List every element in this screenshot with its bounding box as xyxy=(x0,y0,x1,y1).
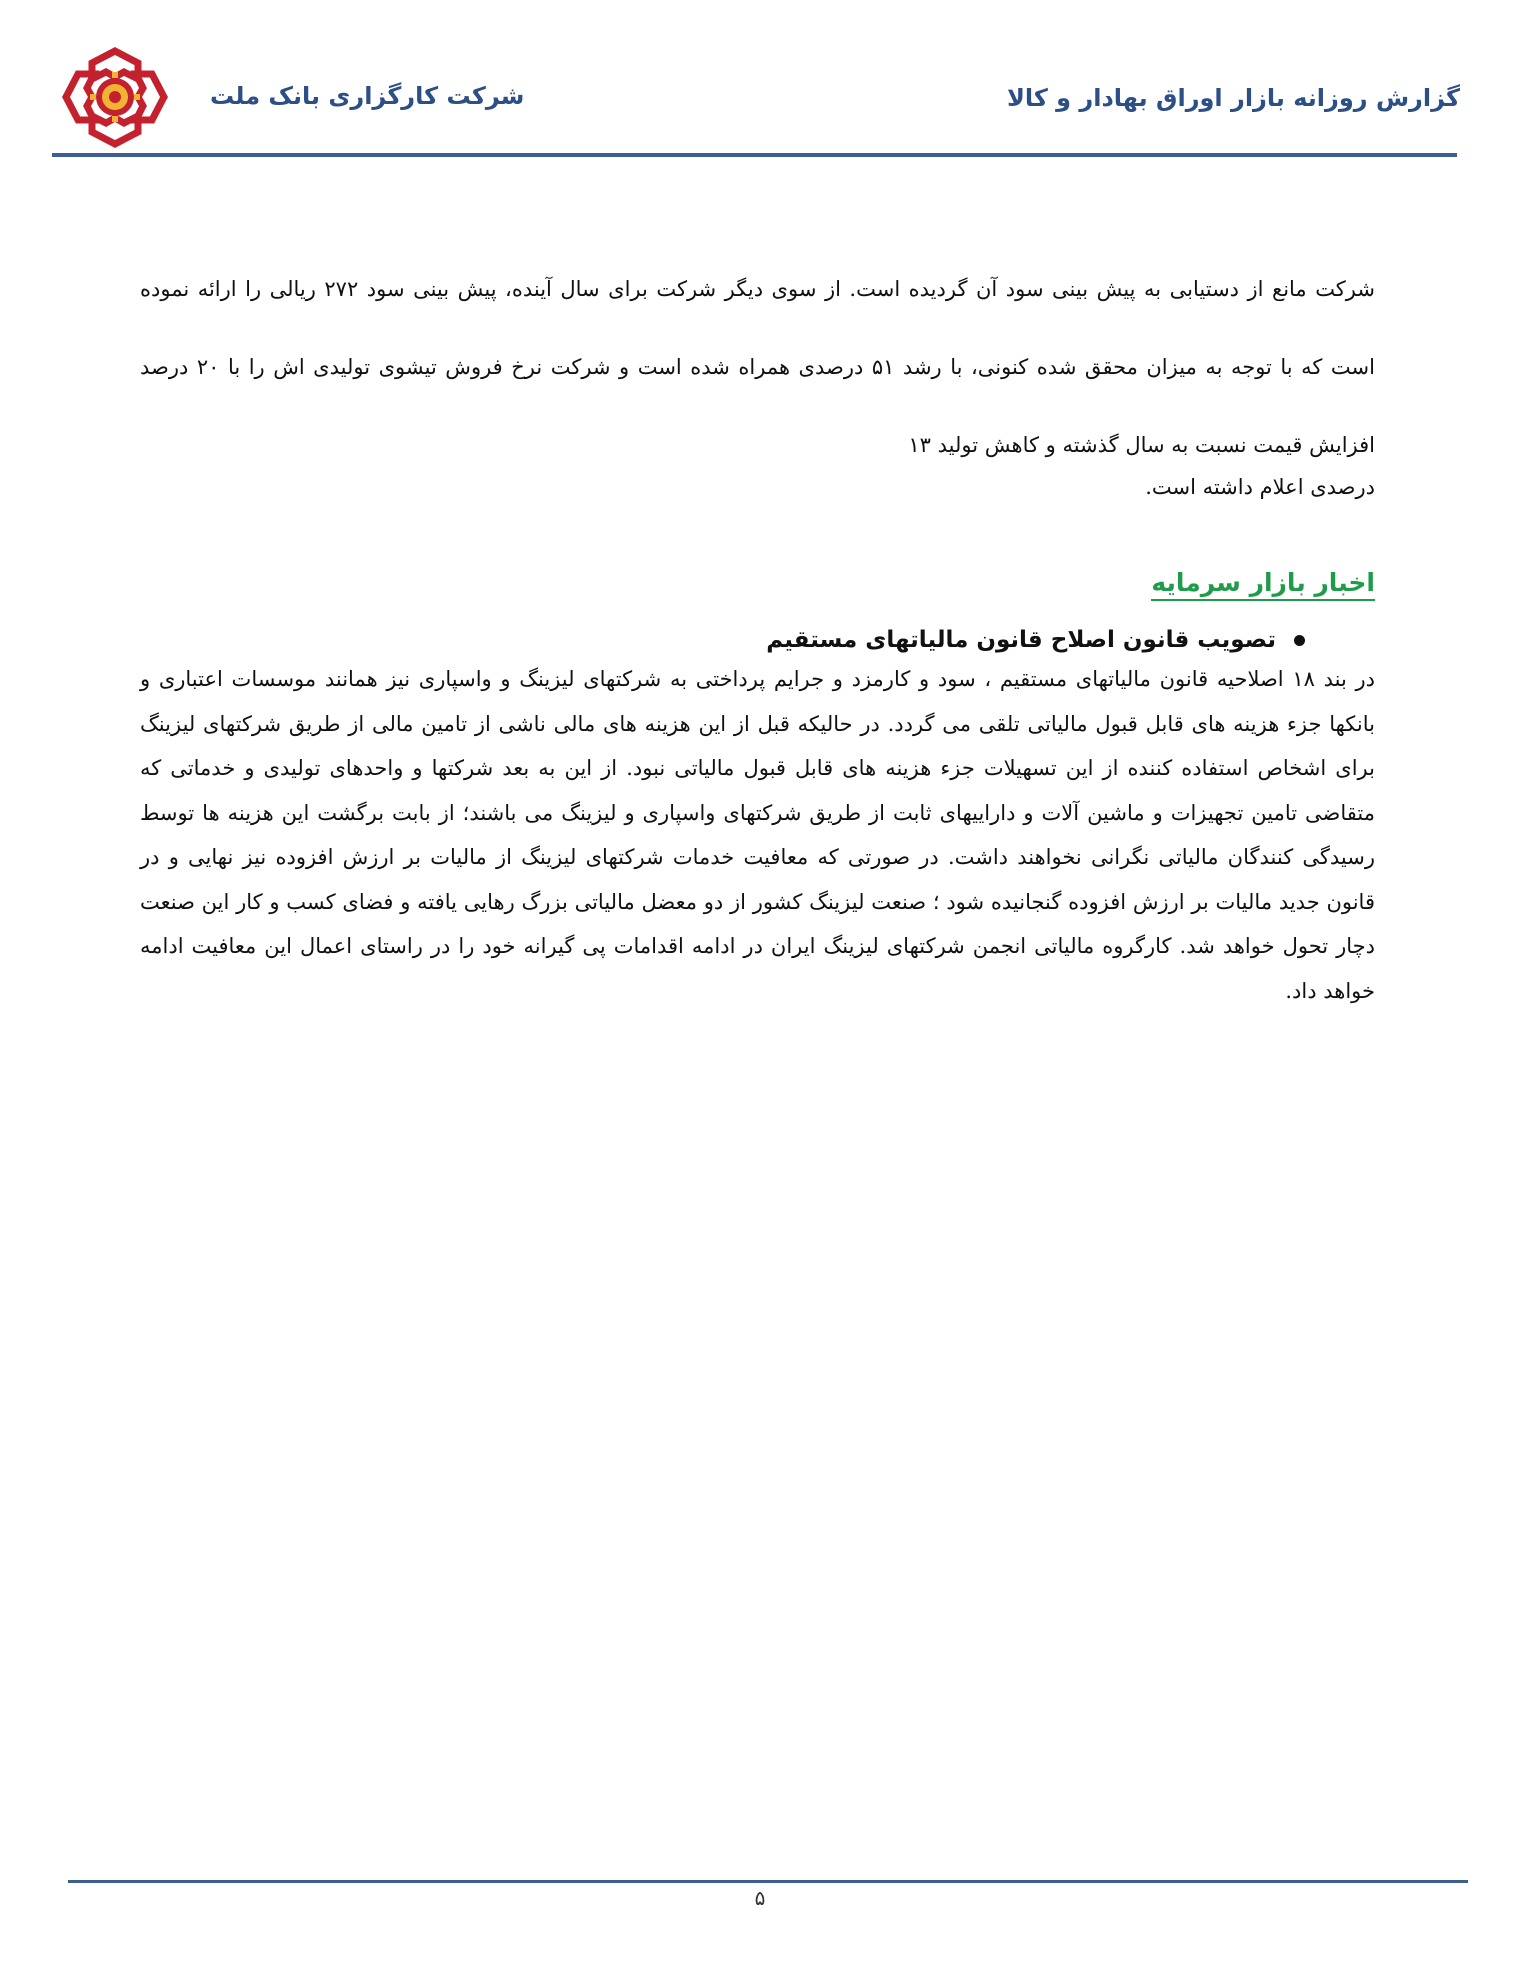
page-header xyxy=(50,40,1460,155)
intro-paragraph-text: شرکت مانع از دستیابی به پیش بینی سود آن گردیده است. از سوی دیگر شرکت برای سال آینده، پیش بینی سود ۲۷۲ ریالی را ارائه نموده است که با توجه به میزان محقق شده کنونی، با رشد ۵۱ درصدی همراه شده است و شرکت نرخ فروش تیشوی تولیدی اش را با ۲۰ درصد افزایش قیمت نسبت به سال گذشته و کاهش تولید ۱۳ xyxy=(140,277,1375,457)
section-heading: اخبار بازار سرمایه xyxy=(1151,568,1375,601)
page-number: ۵ xyxy=(754,1886,766,1910)
footer-divider xyxy=(68,1880,1468,1883)
news-body-paragraph: در بند ۱۸ اصلاحیه قانون مالیاتهای مستقیم ، سود و کارمزد و جرایم پرداختی به شرکتهای لیزینگ و واسپاری نیز همانند موسسات اعتباری و بانکها جزء هزینه های قابل قبول مالیاتی تلقی می گردد. در حالیکه قبل از این هزینه های مالی ناشی از تامین مالی از طریق شرکتهای لیزینگ برای اشخاص استفاده کننده از این تسهیلات جزء هزینه های قابل قبول مالیاتی نبود. از این به بعد شرکتها و واحدهای تولیدی و خدماتی که متقاضی تامین تجهیزات و ماشین آلات و داراییهای ثابت از طریق شرکتهای واسپاری و لیزینگ می باشند؛ از بابت برگشت این هزینه ها توسط رسیدگی کنندگان مالیاتی نگرانی نخواهند داشت. در صورتی که معافیت خدمات شرکتهای لیزینگ از مالیات بر ارزش افزوده نیز نهایی و در قانون جدید مالیات بر ارزش افزوده گنجانیده شود ؛ صنعت لیزینگ کشور از دو معضل مالیاتی بزرگ رهایی یافته و فضای کسب و کار این صنعت دچار تحول خواهد شد. کارگروه مالیاتی انجمن شرکتهای لیزینگ ایران در ادامه اقدامات پی گیرانه خود را در راستای اعمال این معافیت ادامه خواهد داد. xyxy=(140,667,1375,1003)
bullet-title: تصویب قانون اصلاح قانون مالیاتهای مستقیم xyxy=(766,627,1276,653)
intro-paragraph-tail: درصدی اعلام داشته است. xyxy=(1145,475,1375,499)
bullet-icon xyxy=(1294,635,1305,646)
bullet-item xyxy=(140,627,1305,653)
page-content xyxy=(140,250,1375,1013)
company-name: شرکت کارگزاری بانک ملت xyxy=(210,82,525,110)
bank-mellat-logo-icon xyxy=(60,45,170,150)
header-divider xyxy=(52,153,1457,157)
report-title: گزارش روزانه بازار اوراق بهادار و کالا xyxy=(1006,84,1460,112)
intro-paragraph xyxy=(140,250,1375,508)
